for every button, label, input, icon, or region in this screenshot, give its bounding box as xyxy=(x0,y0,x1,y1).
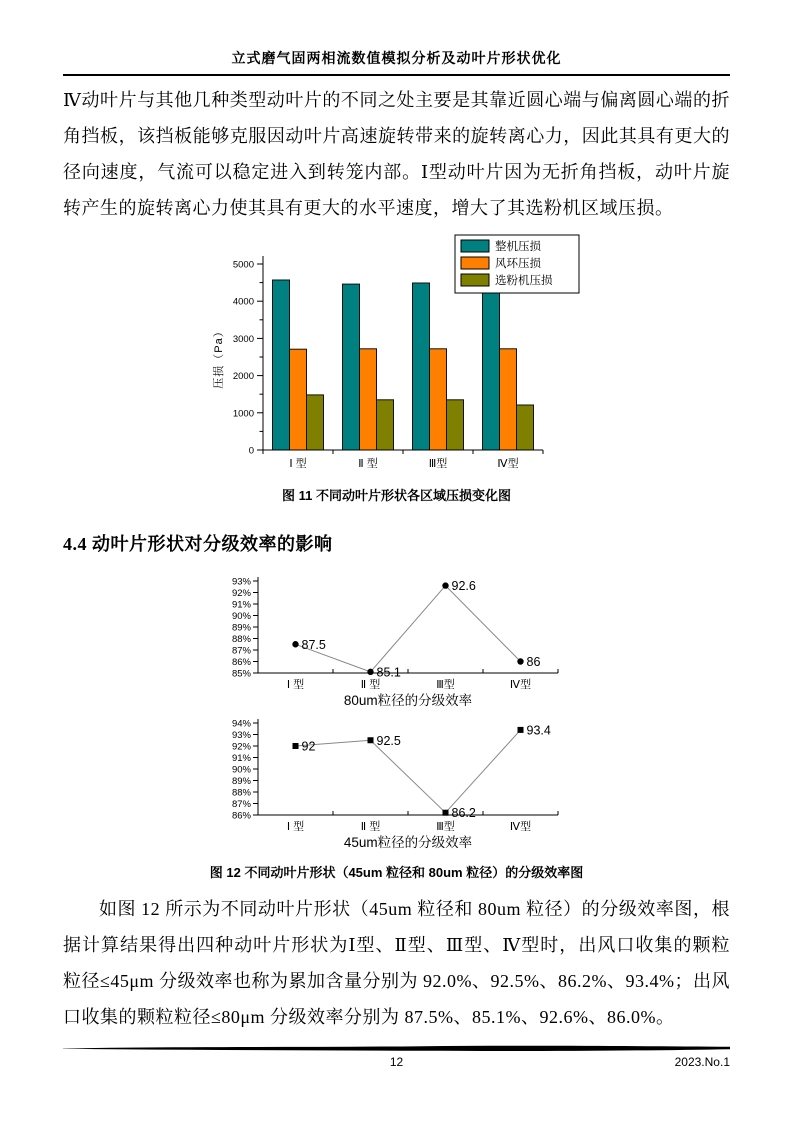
svg-text:压损（Pa）: 压损（Pa） xyxy=(212,325,225,389)
svg-text:86%: 86% xyxy=(231,810,251,822)
svg-text:Ⅳ型: Ⅳ型 xyxy=(509,679,531,691)
svg-text:88%: 88% xyxy=(231,787,251,799)
svg-text:Ⅳ型: Ⅳ型 xyxy=(496,458,519,470)
svg-text:Ⅰ 型: Ⅰ 型 xyxy=(288,458,307,470)
svg-text:91%: 91% xyxy=(231,599,251,611)
svg-text:93.4: 93.4 xyxy=(526,723,551,738)
svg-text:Ⅲ型: Ⅲ型 xyxy=(435,679,455,691)
svg-text:85.1: 85.1 xyxy=(376,665,401,680)
svg-text:Ⅱ 型: Ⅱ 型 xyxy=(360,679,380,691)
svg-text:Ⅱ 型: Ⅱ 型 xyxy=(360,821,380,833)
figure-11-block xyxy=(63,234,730,504)
svg-text:88%: 88% xyxy=(231,634,251,645)
svg-text:86: 86 xyxy=(526,655,540,669)
svg-text:80um粒径的分级效率: 80um粒径的分级效率 xyxy=(343,693,472,708)
svg-text:87%: 87% xyxy=(231,799,251,810)
footer-thick-rule xyxy=(63,1044,730,1053)
svg-text:94%: 94% xyxy=(231,718,251,730)
running-header-title: 立式磨气固两相流数值模拟分析及动叶片形状优化 xyxy=(231,52,562,67)
svg-text:Ⅰ 型: Ⅰ 型 xyxy=(286,821,304,833)
svg-text:1000: 1000 xyxy=(232,408,254,420)
figure12-efficiency-45um-chart xyxy=(216,716,578,858)
svg-text:85%: 85% xyxy=(231,668,251,680)
figure11-pressure-bar-chart xyxy=(207,234,587,481)
svg-text:5000: 5000 xyxy=(232,259,254,271)
svg-text:93%: 93% xyxy=(231,576,251,588)
figure-12-block xyxy=(63,574,730,881)
page-footer xyxy=(63,1044,730,1071)
svg-text:89%: 89% xyxy=(231,776,251,787)
svg-text:90%: 90% xyxy=(231,611,251,622)
svg-text:选粉机压损: 选粉机压损 xyxy=(494,275,552,287)
svg-text:92%: 92% xyxy=(231,588,251,599)
paragraph-efficiency-results: 如图 12 所示为不同动叶片形状（45um 粒径和 80um 粒径）的分级效率图，根据计算结果得出四种动叶片形状为Ⅰ型、Ⅱ型、Ⅲ型、Ⅳ型时，出风口收集的颗粒粒径≤45μm 分级效率也称为累加含量分别为 92.0%、92.5%、86.2%、93.4%；出风口收集的颗粒粒径≤80μm 分级效率分别为 87.5%、85.1%、92.6%、86.0%。 xyxy=(63,899,731,1027)
figure12-caption: 图 12 不同动叶片形状（45um 粒径和 80um 粒径）的分级效率图 xyxy=(209,865,584,880)
svg-text:92%: 92% xyxy=(231,741,251,753)
issue-label: 2023.No.1 xyxy=(674,1055,730,1069)
figure11-caption: 图 11 不同动叶片形状各区域压损变化图 xyxy=(282,488,511,503)
svg-text:86%: 86% xyxy=(231,657,251,668)
svg-text:87%: 87% xyxy=(231,645,251,657)
section-heading-4-4: 4.4 动叶片形状对分级效率的影响 xyxy=(63,534,333,554)
svg-text:风环压损: 风环压损 xyxy=(494,258,541,270)
svg-text:4000: 4000 xyxy=(232,296,254,308)
svg-text:Ⅰ 型: Ⅰ 型 xyxy=(286,679,304,691)
svg-text:86.2: 86.2 xyxy=(451,806,476,821)
svg-text:89%: 89% xyxy=(231,622,251,634)
svg-text:92.5: 92.5 xyxy=(376,733,401,748)
svg-text:0: 0 xyxy=(248,445,254,457)
svg-text:92: 92 xyxy=(301,739,315,754)
svg-text:92.6: 92.6 xyxy=(451,579,476,594)
svg-text:45um粒径的分级效率: 45um粒径的分级效率 xyxy=(343,835,472,850)
svg-text:Ⅳ型: Ⅳ型 xyxy=(509,821,531,833)
svg-text:93%: 93% xyxy=(231,730,251,741)
header-divider xyxy=(63,74,730,76)
svg-text:90%: 90% xyxy=(231,764,251,776)
svg-text:87.5: 87.5 xyxy=(301,637,326,652)
svg-text:Ⅲ型: Ⅲ型 xyxy=(428,458,447,470)
page-number: 12 xyxy=(389,1055,404,1069)
svg-text:整机压损: 整机压损 xyxy=(494,241,541,253)
figure12-efficiency-80um-chart xyxy=(216,574,578,716)
svg-text:91%: 91% xyxy=(231,753,251,764)
svg-text:Ⅱ 型: Ⅱ 型 xyxy=(357,458,378,470)
paragraph-blade-discussion: Ⅳ动叶片与其他几种类型动叶片的不同之处主要是其靠近圆心端与偏离圆心端的折角挡板，该挡板能够克服因动叶片高速旋转带来的旋转离心力，因此其具有更大的径向速度，气流可以稳定进入到转笼内部。Ⅰ型动叶片因为无折角挡板，动叶片旋转产生的旋转离心力使其具有更大的水平速度，增大了其选粉机区域压损。 xyxy=(63,90,730,218)
svg-text:3000: 3000 xyxy=(232,333,254,345)
svg-text:Ⅲ型: Ⅲ型 xyxy=(435,821,455,833)
svg-text:2000: 2000 xyxy=(232,371,254,383)
